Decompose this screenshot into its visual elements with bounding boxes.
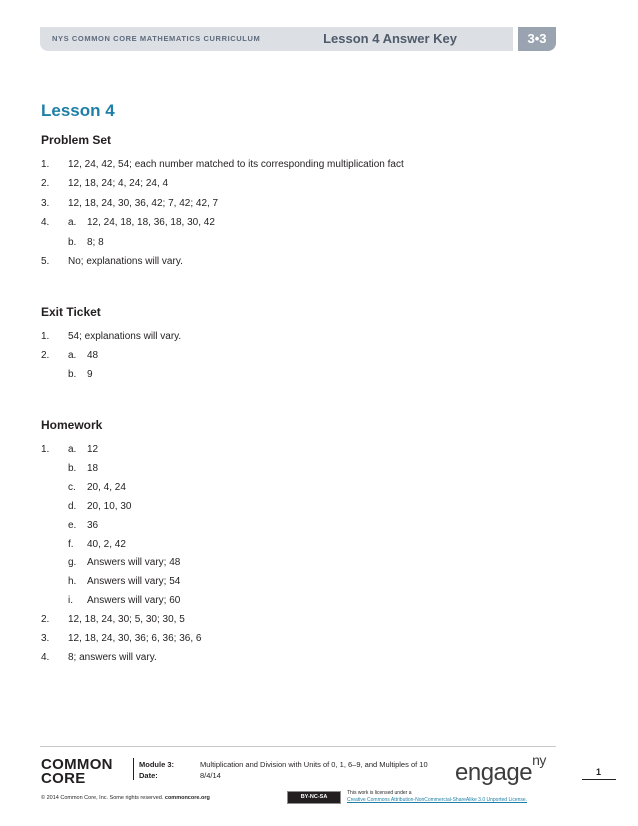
engage-sup: ny bbox=[532, 752, 546, 768]
exit-ticket-title: Exit Ticket bbox=[41, 305, 101, 319]
item-text: 12, 18, 24, 30, 36; 6, 36; 36, 6 bbox=[68, 633, 202, 644]
item-text: 12, 24, 42, 54; each number matched to its corresponding multiplication fact bbox=[68, 159, 404, 170]
item-number: 2. bbox=[41, 350, 50, 361]
item-text: 20, 10, 30 bbox=[87, 500, 132, 512]
item-label: b. bbox=[68, 369, 77, 380]
item-text: 20, 4, 24 bbox=[87, 481, 126, 493]
curriculum-name: NYS COMMON CORE MATHEMATICS CURRICULUM bbox=[52, 34, 261, 43]
item-text: Answers will vary; 54 bbox=[87, 576, 181, 588]
footer-separator bbox=[133, 758, 134, 780]
page-header bbox=[40, 27, 556, 51]
item-label: e. bbox=[68, 519, 77, 531]
item-text: 8; answers will vary. bbox=[68, 651, 157, 663]
item-label: a. bbox=[68, 217, 77, 229]
grade-module-badge: 3•3 bbox=[518, 27, 556, 51]
item-label: b. bbox=[68, 462, 77, 474]
item-text: No; explanations will vary. bbox=[68, 256, 183, 267]
copyright-text: © 2014 Common Core, Inc. Some rights reserved. bbox=[41, 795, 164, 801]
page-number: 1 bbox=[596, 767, 602, 777]
page-number-rule bbox=[582, 779, 616, 780]
item-text: 36 bbox=[87, 519, 99, 531]
logo-line-2: CORE bbox=[41, 770, 86, 787]
item-number: 5. bbox=[41, 256, 50, 267]
item-label: h. bbox=[68, 576, 77, 588]
item-text: 12, 18, 24, 30, 36, 42; 7, 42; 42, 7 bbox=[68, 197, 219, 209]
item-label: c. bbox=[68, 481, 76, 493]
item-number: 4. bbox=[41, 651, 50, 663]
copyright-notice bbox=[41, 795, 210, 801]
item-text: 54; explanations will vary. bbox=[68, 331, 182, 342]
lesson-title: Lesson 4 bbox=[41, 101, 115, 120]
footer-rule bbox=[40, 746, 556, 747]
item-text: 12, 24, 18, 18, 36, 18, 30, 42 bbox=[87, 217, 215, 229]
common-core-logo bbox=[41, 758, 113, 786]
module-value: Multiplication and Division with Units of 0, 1, 6–9, and Multiples of 10 bbox=[200, 760, 428, 769]
logo-line-1: COMMON bbox=[41, 756, 113, 773]
item-text: 9 bbox=[87, 369, 93, 380]
item-number: 3. bbox=[41, 197, 50, 209]
cc-license-badge: BY-NC-SA bbox=[287, 791, 341, 804]
item-text: 12, 18, 24; 4, 24; 24, 4 bbox=[68, 178, 169, 190]
item-label: b. bbox=[68, 236, 77, 248]
item-number: 2. bbox=[41, 614, 50, 626]
item-number: 1. bbox=[41, 444, 50, 455]
item-number: 1. bbox=[41, 159, 50, 170]
item-text: 12, 18, 24, 30; 5, 30; 30, 5 bbox=[68, 614, 185, 626]
item-text: 48 bbox=[87, 350, 99, 361]
item-label: a. bbox=[68, 350, 77, 361]
date-value: 8/4/14 bbox=[200, 771, 221, 780]
answer-key-title: Lesson 4 Answer Key bbox=[323, 31, 457, 46]
item-text: 18 bbox=[87, 462, 99, 474]
item-text: Answers will vary; 48 bbox=[87, 557, 181, 569]
license-text: This work is licensed under a bbox=[347, 790, 412, 796]
item-label: a. bbox=[68, 444, 77, 455]
problem-set-title: Problem Set bbox=[41, 133, 112, 147]
item-label: d. bbox=[68, 500, 77, 512]
license-link[interactable]: Creative Commons Attribution-NonCommercial-ShareAlike 3.0 Unported License. bbox=[347, 797, 528, 803]
item-number: 1. bbox=[41, 331, 50, 342]
date-label: Date: bbox=[139, 771, 158, 780]
item-text: 12 bbox=[87, 444, 99, 455]
item-label: g. bbox=[68, 557, 77, 569]
item-label: i. bbox=[68, 595, 73, 607]
item-text: 8; 8 bbox=[87, 236, 104, 248]
header-bar bbox=[40, 27, 513, 51]
module-label: Module 3: bbox=[139, 760, 174, 769]
item-number: 3. bbox=[41, 633, 50, 644]
engageny-logo bbox=[455, 752, 546, 787]
item-text: Answers will vary; 60 bbox=[87, 595, 181, 607]
item-number: 4. bbox=[41, 217, 50, 229]
homework-title: Homework bbox=[41, 418, 103, 432]
item-text: 40, 2, 42 bbox=[87, 538, 126, 550]
engage-text: engage bbox=[455, 759, 533, 786]
item-number: 2. bbox=[41, 178, 50, 190]
copyright-site: commoncore.org bbox=[164, 795, 210, 801]
item-label: f. bbox=[68, 538, 74, 550]
